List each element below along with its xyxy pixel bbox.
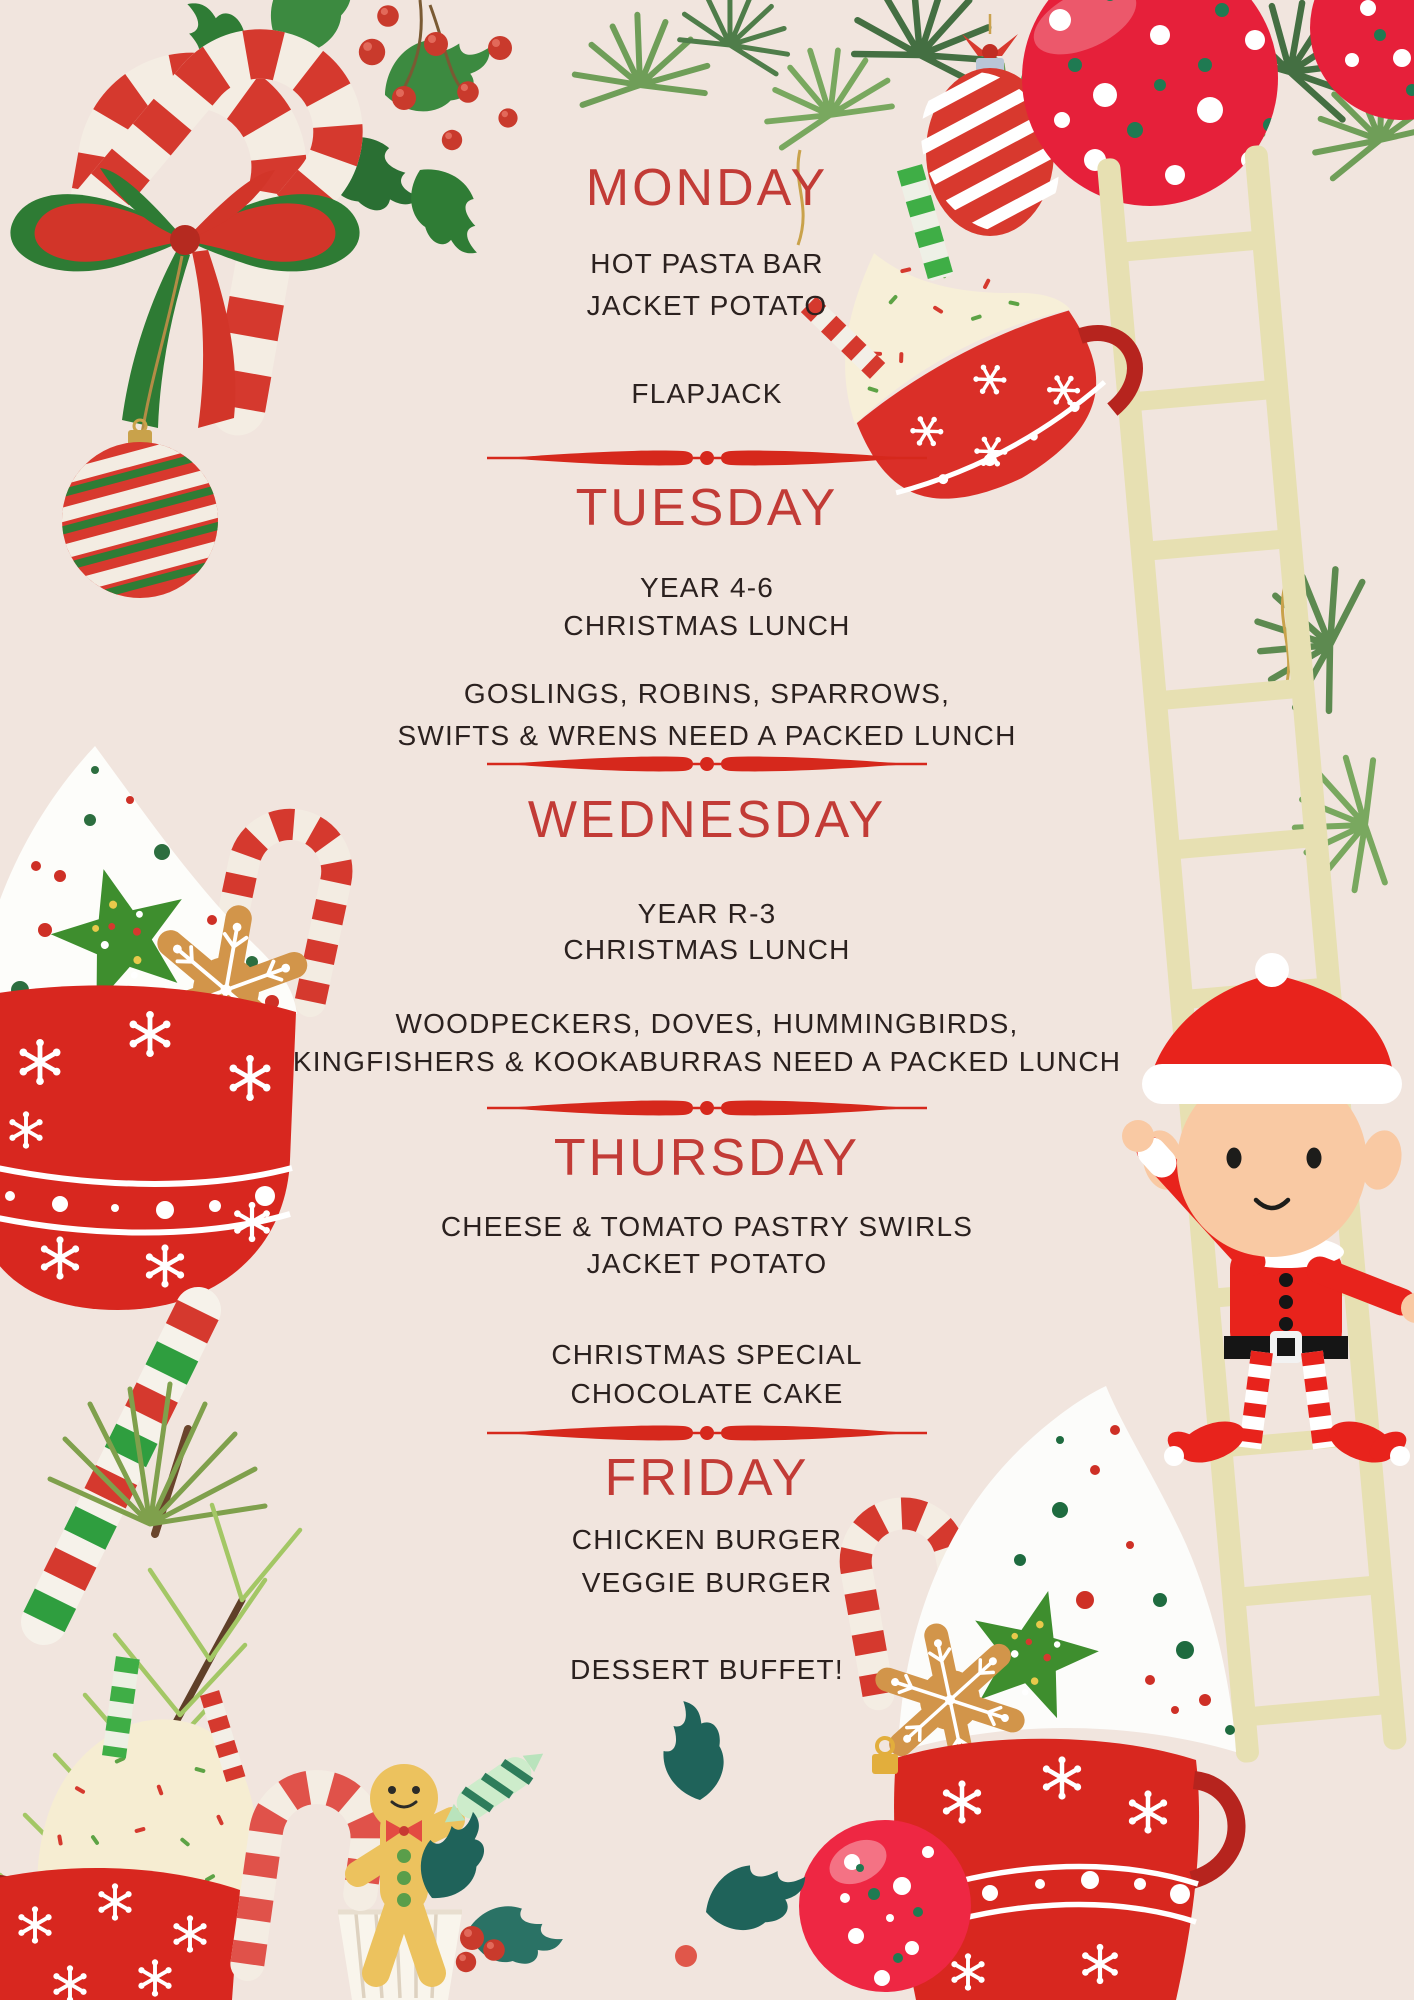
holly-leaf	[697, 1852, 815, 1940]
day-heading-monday: MONDAY	[585, 159, 829, 217]
menu-item: YEAR R-3	[637, 898, 777, 929]
day-heading-wednesday: WEDNESDAY	[527, 791, 887, 849]
menu-note: WOODPECKERS, DOVES, HUMMINGBIRDS,	[395, 1008, 1019, 1039]
menu-item: CHOCOLATE CAKE	[570, 1378, 844, 1409]
hanging-striped-bauble	[6, 420, 273, 615]
menu-item: CHRISTMAS LUNCH	[563, 610, 851, 641]
day-heading-friday: FRIDAY	[604, 1449, 810, 1507]
menu-item: YEAR 4-6	[639, 572, 775, 603]
bottom-right-hot-chocolate	[659, 1386, 1237, 2000]
day-heading-thursday: THURSDAY	[553, 1129, 861, 1187]
menu-item: FLAPJACK	[631, 378, 783, 409]
menu-item: JACKET POTATO	[586, 1248, 828, 1279]
menu-item: CHICKEN BURGER	[571, 1524, 843, 1555]
day-heading-tuesday: TUESDAY	[575, 479, 839, 537]
menu-note: SWIFTS & WRENS NEED A PACKED LUNCH	[397, 720, 1017, 751]
ribbon-bow	[10, 168, 359, 440]
menu-item: CHRISTMAS SPECIAL	[551, 1339, 863, 1370]
menu-note: KINGFISHERS & KOOKABURRAS NEED A PACKED LUNCH	[292, 1046, 1122, 1077]
menu-note: GOSLINGS, ROBINS, SPARROWS,	[463, 678, 951, 709]
bottom-middle-cluster	[247, 1740, 567, 2000]
wrapped-candy	[436, 1740, 553, 1835]
holly-berry	[675, 1945, 697, 1967]
holly-leaf	[659, 1698, 727, 1803]
menu-item: CHRISTMAS LUNCH	[563, 934, 851, 965]
menu-item: CHEESE & TOMATO PASTRY SWIRLS	[440, 1211, 974, 1242]
menu-item: VEGGIE BURGER	[581, 1567, 833, 1598]
left-middle-hot-chocolate	[0, 746, 346, 1622]
menu-item: DESSERT BUFFET!	[570, 1654, 844, 1685]
menu-item: HOT PASTA BAR	[590, 248, 824, 279]
menu-item: JACKET POTATO	[586, 290, 828, 321]
